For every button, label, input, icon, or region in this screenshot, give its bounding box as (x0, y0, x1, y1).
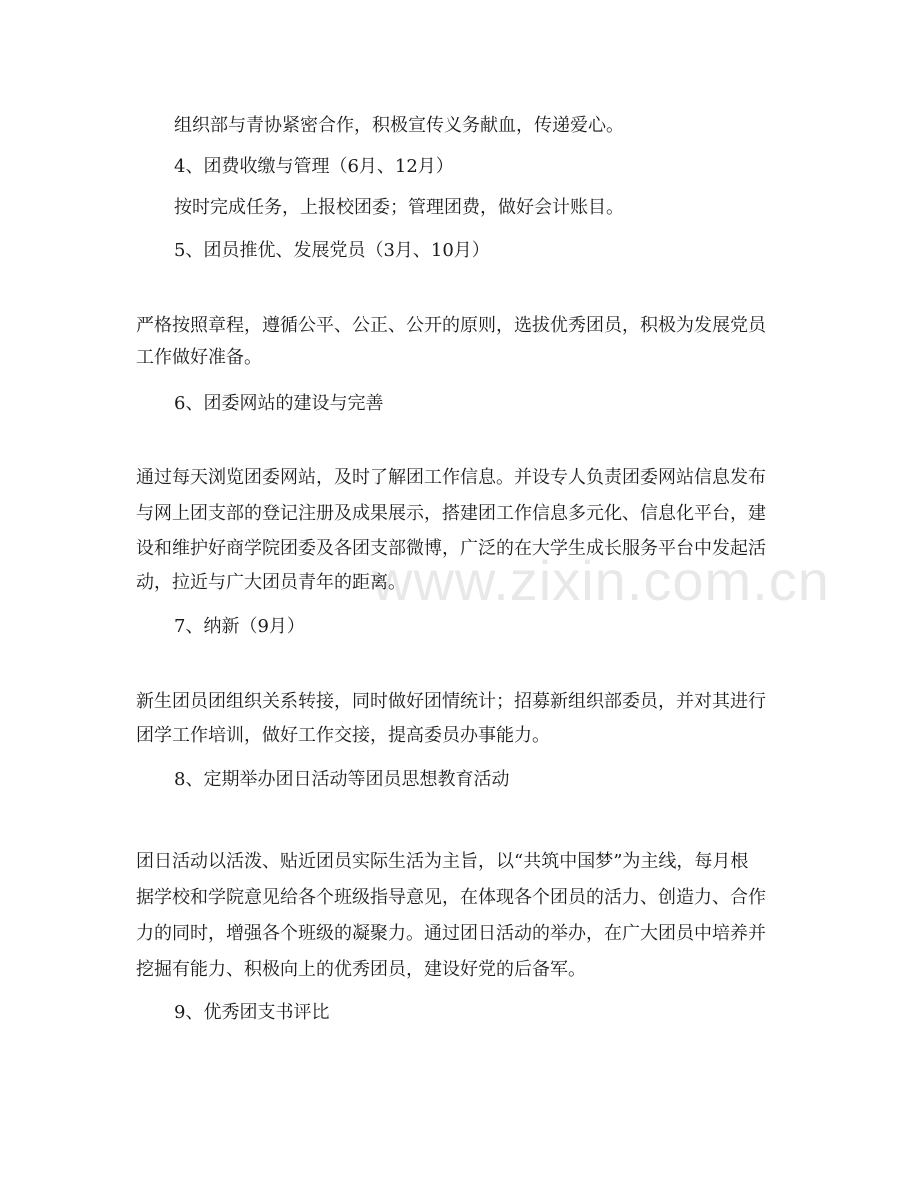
paragraph-line: 团日活动以活泼、贴近团员实际生活为主旨，以“共筑中国梦”为主线，每月根 (136, 851, 749, 872)
paragraph-line: 组织部与青协紧密合作，积极宣传义务献血，传递爱心。 (174, 115, 624, 136)
paragraph-line: 与网上团支部的登记注册及成果展示，搭建团工作信息多元化、信息化平台，建 (136, 503, 766, 524)
section-heading: 4、团费收缴与管理（6月、12月） (174, 156, 454, 177)
section-heading: 9、优秀团支书评比 (174, 1002, 330, 1023)
paragraph-line: 工作做好准备。 (136, 347, 262, 368)
paragraph-line: 通过每天浏览团委网站，及时了解团工作信息。并设专人负责团委网站信息发布 (136, 467, 766, 488)
paragraph-line: 严格按照章程，遵循公平、公正、公开的原则，选拔优秀团员，积极为发展党员 (136, 315, 766, 336)
paragraph-line: 力的同时，增强各个班级的凝聚力。通过团日活动的举办，在广大团员中培养并 (136, 923, 766, 944)
section-heading: 5、团员推优、发展党员（3月、10月） (174, 240, 490, 261)
paragraph-line: 新生团员团组织关系转接，同时做好团情统计；招募新组织部委员，并对其进行 (136, 691, 766, 712)
paragraph-line: 挖掘有能力、积极向上的优秀团员，建设好党的后备军。 (136, 959, 586, 980)
section-heading: 7、纳新（9月） (174, 616, 305, 637)
watermark: www.zixin.com.cn (372, 549, 830, 612)
paragraph-line: 团学工作培训，做好工作交接，提高委员办事能力。 (136, 725, 550, 746)
paragraph-line: 据学校和学院意见给各个班级指导意见，在体现各个团员的活力、创造力、合作 (136, 887, 766, 908)
paragraph-line: 动，拉近与广大团员青年的距离。 (136, 572, 406, 593)
section-heading: 6、团委网站的建设与完善 (174, 393, 384, 414)
section-heading: 8、定期举办团日活动等团员思想教育活动 (174, 769, 510, 790)
paragraph-line: 按时完成任务，上报校团委；管理团费，做好会计账目。 (174, 197, 624, 218)
paragraph-line: 设和维护好商学院团委及各团支部微博，广泛的在大学生成长服务平台中发起活 (136, 538, 766, 559)
